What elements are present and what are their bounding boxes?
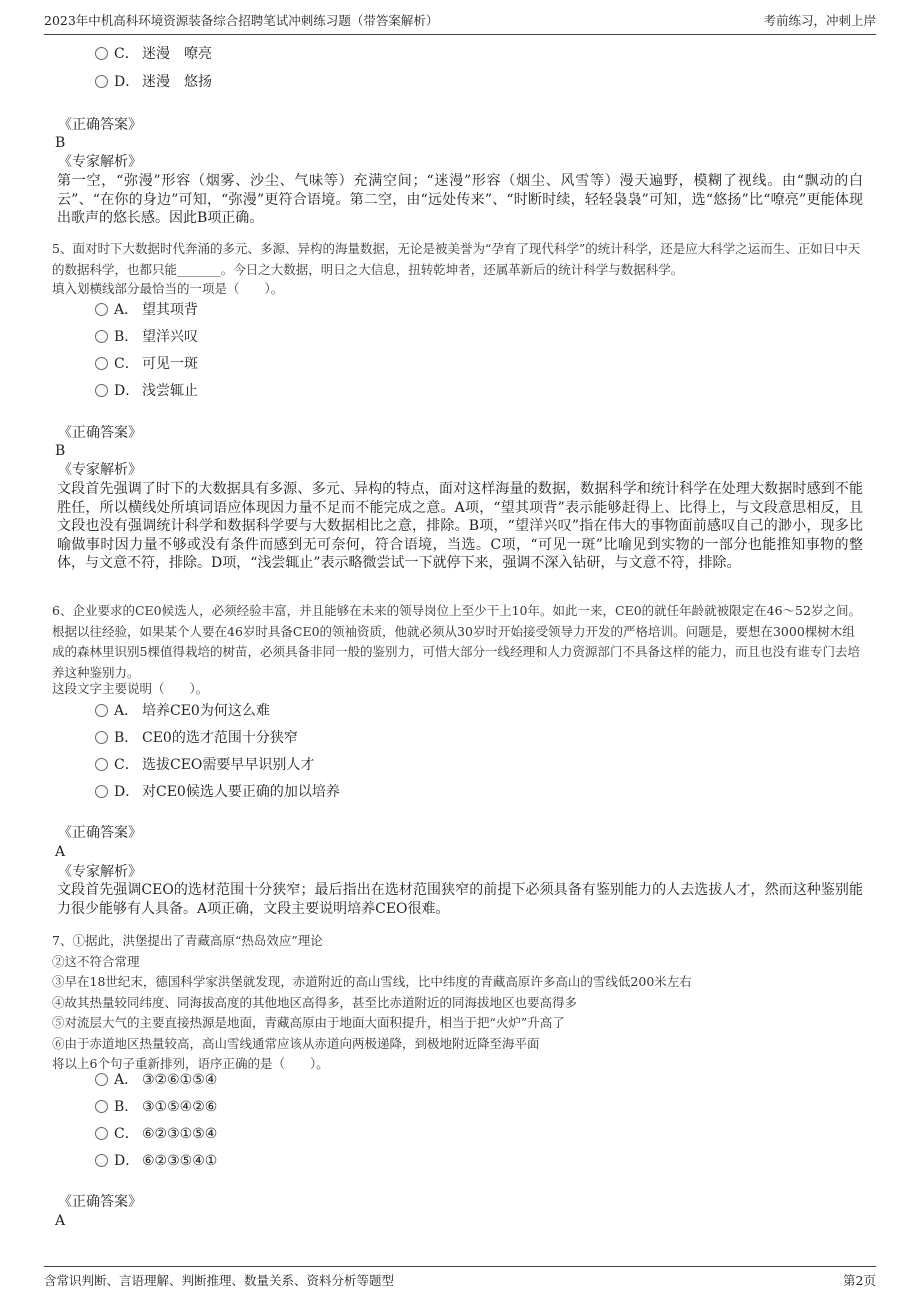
option-letter: D．: [114, 1153, 140, 1169]
radio-icon[interactable]: [95, 1100, 108, 1113]
q6-analysis-label: 《专家解析》: [58, 864, 142, 880]
q6-option-b[interactable]: [95, 727, 298, 749]
option-text: 迷漫 悠扬: [142, 74, 212, 90]
q4-answer: B: [55, 135, 66, 151]
option-text: 浅尝辄止: [142, 383, 198, 399]
q5-option-a[interactable]: [95, 299, 198, 321]
radio-icon[interactable]: [95, 303, 108, 316]
option-text: ③①⑤④②⑥: [142, 1099, 218, 1115]
option-text: ⑥②③①⑤④: [142, 1126, 218, 1142]
q5-option-b[interactable]: [95, 326, 198, 348]
q7-answer-label: 《正确答案》: [58, 1194, 142, 1210]
option-letter: D．: [114, 74, 140, 90]
q5-option-d[interactable]: [95, 380, 198, 402]
option-letter: B．: [114, 730, 139, 746]
option-letter: D．: [114, 784, 140, 800]
radio-icon[interactable]: [95, 47, 108, 60]
option-text: ⑥②③⑤④①: [142, 1153, 218, 1169]
q6-answer-label: 《正确答案》: [58, 825, 142, 841]
q5-analysis: 文段首先强调了时下的大数据具有多源、多元、异构的特点，面对这样海量的数据，数据科学和统计科学在处理大数据时感到不能胜任，所以横线处所填词语应体现因力量不足而不能完成之意。A项，“望其项背”表示能够赶得上、比得上，与文段意思相反，且文段也没有强调统计科学和数据科学要与大数据相比之意，排除。B项，“望洋兴叹”指在伟大的事物面前感叹自己的渺小，现多比喻做事时因力量不够或没有条件而感到无可奈何，符合语境，当选。C项，“可见一斑”比喻见到实物的一部分也能推知事物的整体，与文意不符，排除。D项，“浅尝辄止”表示略微尝试一下就停下来，强调不深入钻研，与文意不符，排除。: [57, 481, 863, 571]
option-letter: B．: [114, 1099, 139, 1115]
option-letter: D．: [114, 383, 140, 399]
radio-icon[interactable]: [95, 704, 108, 717]
q7-sentence: ⑤对流层大气的主要直接热源是地面，青藏高原由于地面大面积提升，相当于把“火炉”升高了: [52, 1015, 565, 1030]
document-title: 2023年中机高科环境资源装备综合招聘笔试冲刺练习题（带答案解析）: [44, 13, 439, 28]
radio-icon[interactable]: [95, 1154, 108, 1167]
q6-stem: 这段文字主要说明（ ）。: [52, 681, 209, 696]
option-letter: A．: [114, 703, 139, 719]
q7-sentence: ⑥由于赤道地区热量较高，高山雪线通常应该从赤道向两极递降，到极地附近降至海平面: [52, 1035, 540, 1051]
q7-sentence: ④故其热量较同纬度、同海拔高度的其他地区高得多，甚至比赤道附近的同海拔地区也要高得多: [52, 994, 578, 1010]
option-letter: C．: [114, 757, 139, 773]
header-slogan: 考前练习，冲刺上岸: [763, 13, 876, 28]
option-text: 望洋兴叹: [142, 329, 198, 345]
radio-icon[interactable]: [95, 785, 108, 798]
q7-sentence: 7、①据此，洪堡提出了青藏高原“热岛效应”理论: [52, 933, 323, 948]
option-letter: A．: [114, 302, 139, 318]
option-text: CE0的选才范围十分狭窄: [142, 730, 298, 746]
q5-question: 5、面对时下大数据时代奔涌的多元、多源、异构的海量数据，无论是被美誉为“孕育了现代科学”的统计科学，还是应大科学之运而生、正如日中天的数据科学，也都只能_______。今日之大数据，明日之大信息，扭转乾坤者，还属革新后的统计科学与数据科学。: [52, 241, 861, 277]
option-letter: B．: [114, 329, 139, 345]
option-letter: C．: [114, 356, 139, 372]
option-letter: A．: [114, 1072, 139, 1088]
option-text: 可见一斑: [142, 356, 198, 372]
radio-icon[interactable]: [95, 731, 108, 744]
q7-answer: A: [55, 1213, 66, 1229]
q7-sentence: ②这不符合常理: [52, 953, 140, 969]
q7-option-c[interactable]: [95, 1123, 217, 1145]
q4-analysis-label: 《专家解析》: [58, 154, 142, 170]
radio-icon[interactable]: [95, 1073, 108, 1086]
q6-answer: A: [55, 844, 66, 860]
footer-categories: 含常识判断、言语理解、判断推理、数量关系、资料分析等题型: [44, 1273, 395, 1288]
option-text: ③②⑥①⑤④: [142, 1072, 218, 1088]
page-number: 第2页: [843, 1273, 876, 1288]
q7-stem: 将以上6个句子重新排列，语序正确的是（ ）。: [52, 1056, 329, 1071]
q6-option-d[interactable]: [95, 781, 340, 803]
radio-icon[interactable]: [95, 384, 108, 397]
q6-question: 6、企业要求的CE0候选人，必须经验丰富，并且能够在未来的领导岗位上至少干上10年。如此一来，CE0的就任年龄就被限定在46～52岁之间。根据以往经验，如果某个人要在46岁时具备CE0的领袖资质，他就必须从30岁时开始接受领导力开发的严格培训。问题是，要想在3000棵树木组成的森林里识别5棵值得栽培的树苗，必须具备非同一般的鉴别力，可惜大部分一线经理和人力资源部门不具备这样的能力，而且也没有谁专门去培养这种鉴别力。: [52, 603, 861, 680]
page-footer: [44, 1266, 876, 1291]
q4-option-c[interactable]: [95, 43, 212, 65]
radio-icon[interactable]: [95, 357, 108, 370]
q7-option-a[interactable]: [95, 1069, 217, 1091]
option-text: 迷漫 嘹亮: [142, 46, 212, 62]
q6-option-a[interactable]: [95, 700, 270, 722]
option-letter: C．: [114, 1126, 139, 1142]
q4-option-d[interactable]: [95, 71, 212, 93]
option-text: 选拔CEO需要早早识别人才: [142, 757, 315, 773]
q6-analysis: 文段首先强调CEO的选材范围十分狭窄；最后指出在选材范围狭窄的前提下必须具备有鉴别能力的人去选拔人才，然而这种鉴别能力很少能够有人具备。A项正确，文段主要说明培养CEO很难。: [57, 882, 863, 917]
q5-analysis-label: 《专家解析》: [58, 462, 142, 478]
q7-sentence: ③早在18世纪末，德国科学家洪堡就发现，赤道附近的高山雪线，比中纬度的青藏高原许多高山的雪线低200米左右: [52, 974, 692, 989]
q5-option-c[interactable]: [95, 353, 198, 375]
option-text: 培养CE0为何这么难: [142, 703, 270, 719]
q6-option-c[interactable]: [95, 754, 314, 776]
q5-answer: B: [55, 443, 66, 459]
radio-icon[interactable]: [95, 1127, 108, 1140]
q5-stem: 填入划横线部分最恰当的一项是（ ）。: [52, 281, 284, 296]
q5-answer-label: 《正确答案》: [58, 425, 142, 441]
page-header: [44, 8, 876, 35]
radio-icon[interactable]: [95, 330, 108, 343]
radio-icon[interactable]: [95, 758, 108, 771]
option-letter: C．: [114, 46, 139, 62]
q7-option-d[interactable]: [95, 1150, 217, 1172]
q7-option-b[interactable]: [95, 1096, 217, 1118]
radio-icon[interactable]: [95, 75, 108, 88]
option-text: 对CE0候选人要正确的加以培养: [142, 784, 340, 800]
q4-answer-label: 《正确答案》: [58, 117, 142, 133]
q7-sentences: [52, 931, 866, 1075]
q4-analysis: 第一空，“弥漫”形容（烟雾、沙尘、气味等）充满空间；“迷漫”形容（烟尘、风雪等）漫天遍野，模糊了视线。由“飘动的白云”、“在你的身边”可知，“弥漫”更符合语境。第二空，由“远处传来”、“时断时续，轻轻袅袅”可知，选“悠扬”比“嘹亮”更能体现出歌声的悠长感。因此B项正确。: [57, 173, 863, 226]
option-text: 望其项背: [142, 302, 198, 318]
